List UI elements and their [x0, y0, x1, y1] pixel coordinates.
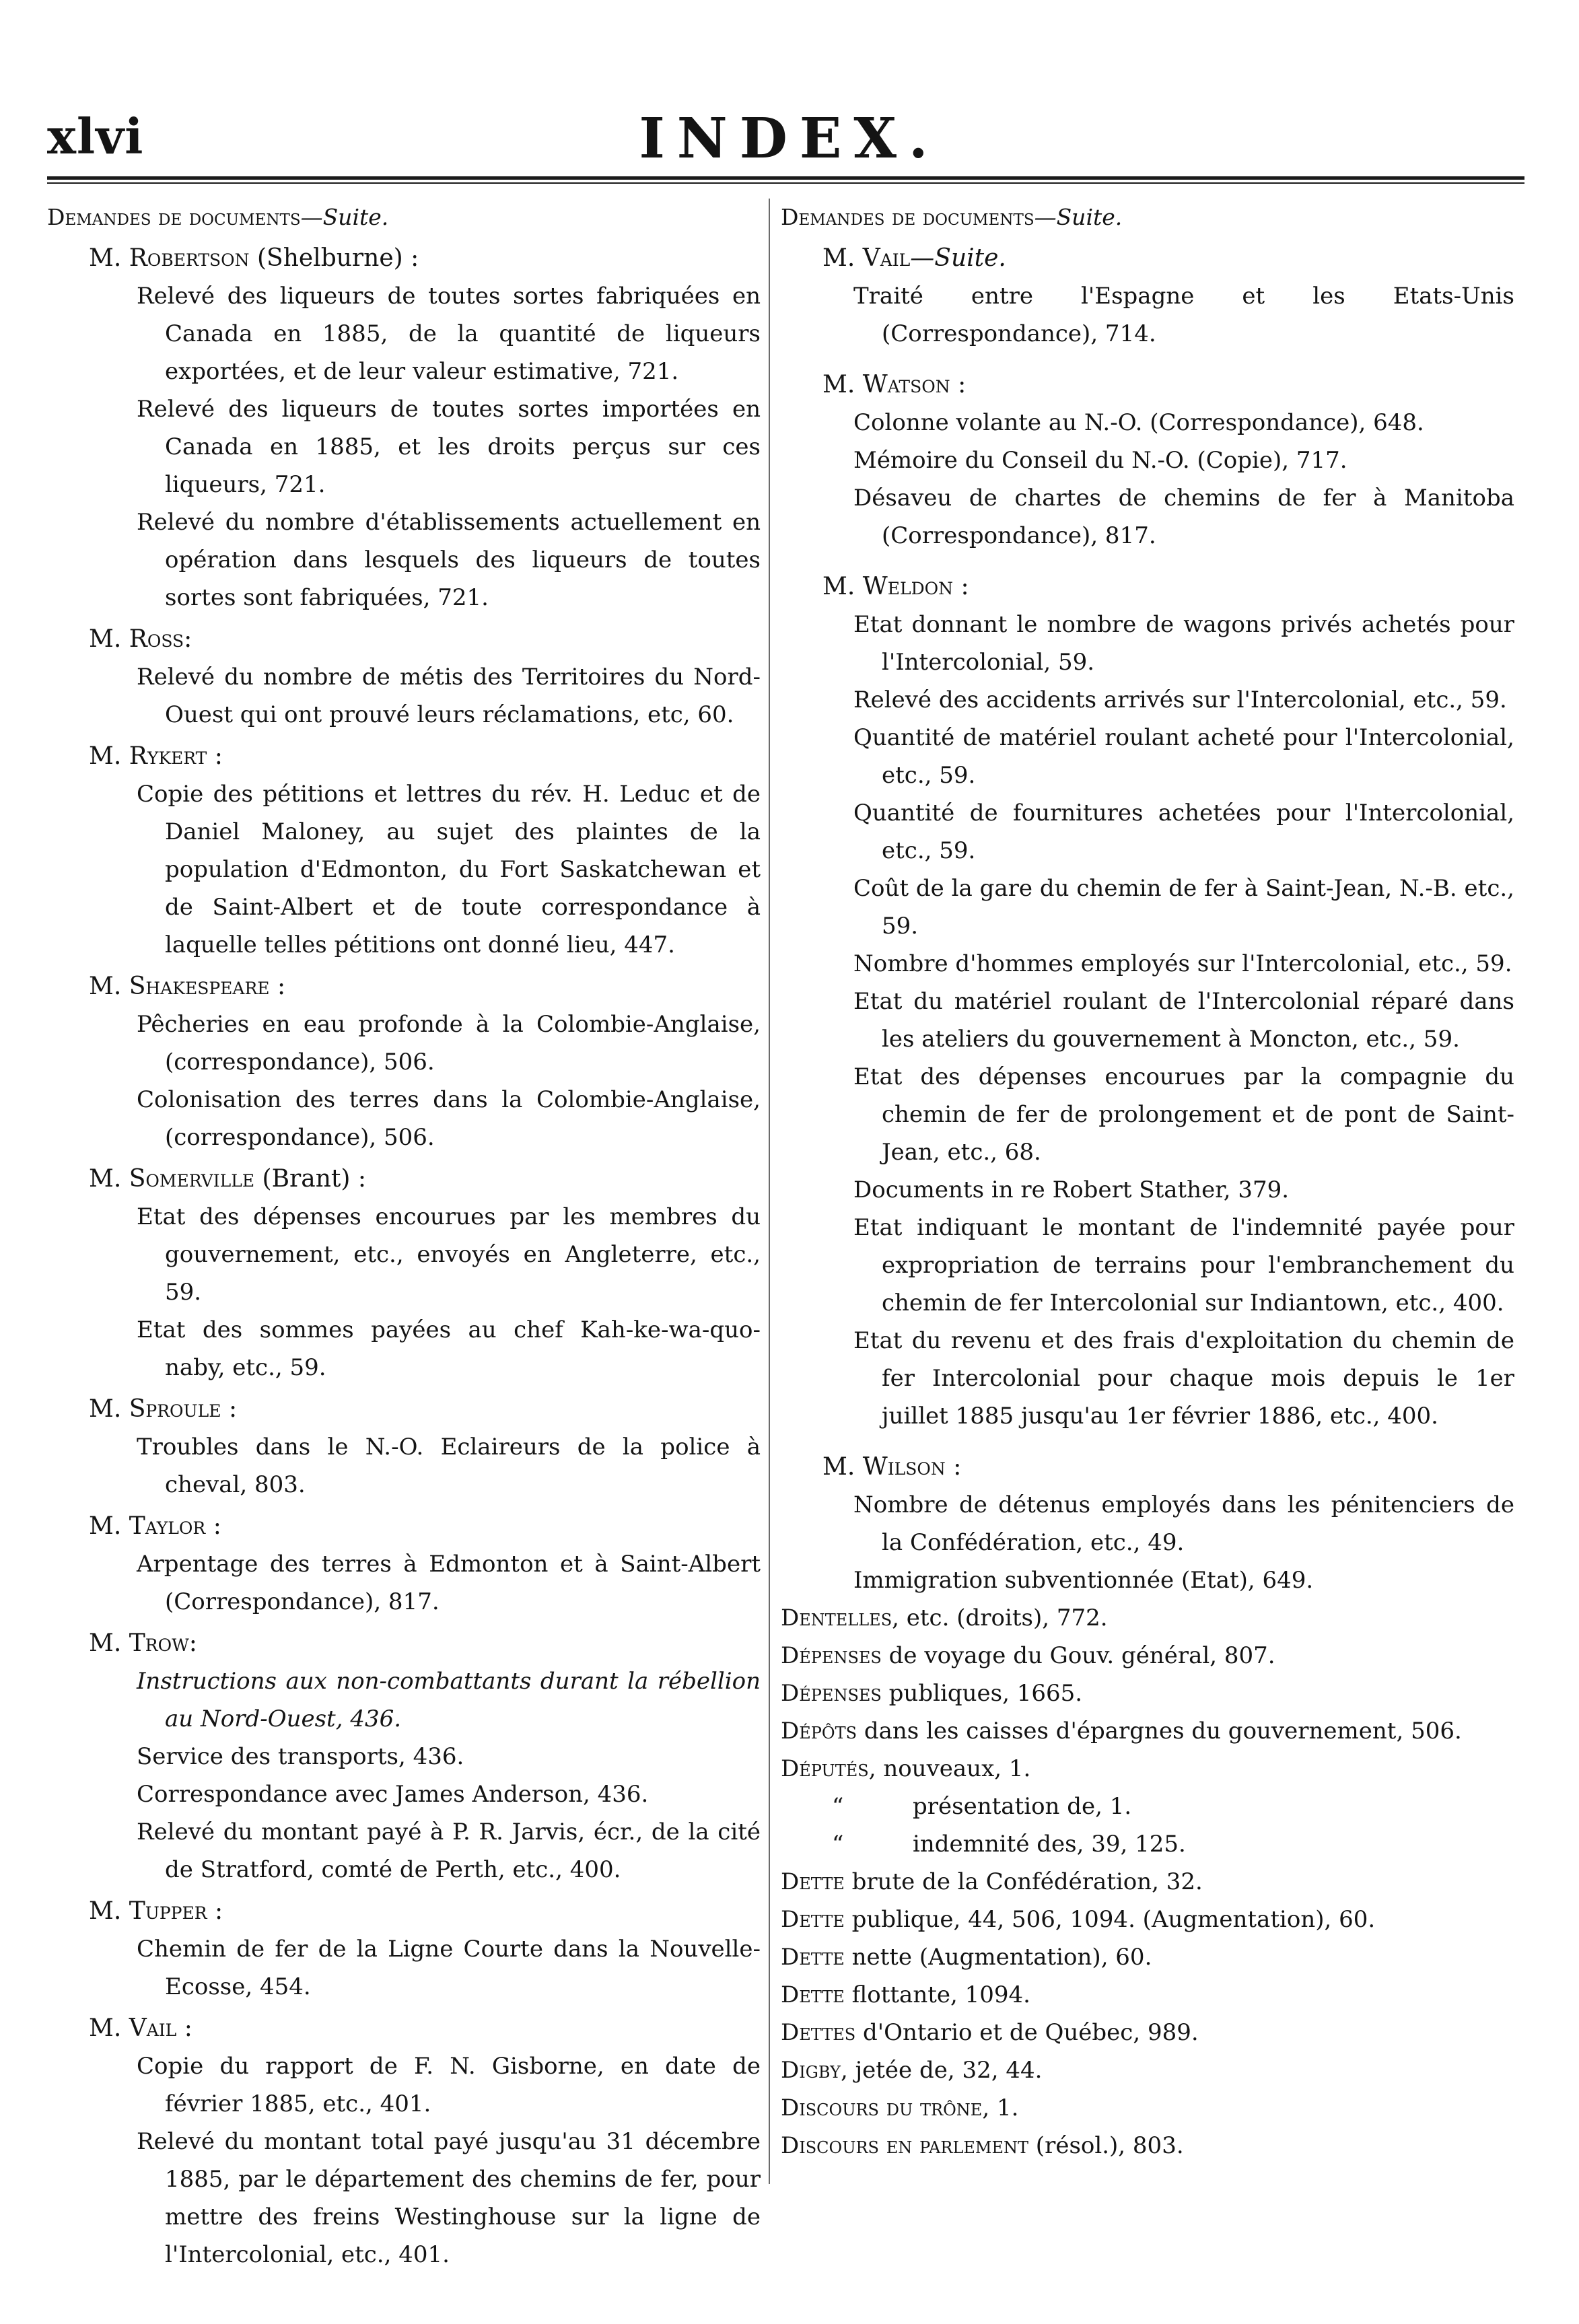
person-shakespeare: M. Shakespeare : — [89, 973, 286, 1000]
index-entry: Relevé du nombre d'établissements actuellement en opération dans lesquels des liqueurs de toutes sortes sont fabriquées, 721. — [137, 509, 761, 611]
index-entry-deputes-indemnite: “ indemnité des, 39, 125. — [832, 1831, 1186, 1858]
person-weldon: M. Weldon : — [822, 573, 969, 600]
index-entry: Copie des pétitions et lettres du rév. H. Leduc et de Daniel Maloney, au sujet des plaintes de la population d'Edmonton, du Fort Saskatchewan et de Saint-Albert et de toute correspondance à laquelle telles pétitions ont donné lieu, 447. — [137, 781, 761, 958]
index-entry: Relevé du montant payé à P. R. Jarvis, écr., de la cité de Stratford, comté de Perth, etc., 400. — [137, 1819, 761, 1883]
index-entry: Coût de la gare du chemin de fer à Saint-Jean, N.-B. etc., 59. — [853, 875, 1514, 940]
index-entry: Etat donnant le nombre de wagons privés achetés pour l'Intercolonial, 59. — [853, 611, 1514, 676]
index-entry: Pêcheries en eau profonde à la Colombie-Anglaise, (correspondance), 506. — [137, 1011, 761, 1076]
person-wilson: M. Wilson : — [822, 1453, 962, 1481]
index-entry: Mémoire du Conseil du N.-O. (Copie), 717. — [853, 447, 1347, 474]
index-entry-depenses-voyage: Dépenses de voyage du Gouv. général, 807. — [781, 1642, 1275, 1669]
right-column — [781, 199, 1514, 2164]
section-heading: Demandes de documents—Suite. — [47, 204, 389, 230]
person-vail-suite: M. Vail—Suite. — [822, 244, 1006, 272]
person-sproule: M. Sproule : — [89, 1395, 238, 1423]
index-entry: Quantité de matériel roulant acheté pour l'Intercolonial, etc., 59. — [853, 724, 1514, 789]
person-watson: M. Watson : — [822, 371, 967, 398]
index-entry: Nombre d'hommes employés sur l'Intercolonial, etc., 59. — [853, 950, 1512, 977]
index-entry: Etat du matériel roulant de l'Intercolonial réparé dans les ateliers du gouvernement à Moncton, etc., 59. — [853, 988, 1514, 1053]
index-entry: Correspondance avec James Anderson, 436. — [137, 1781, 649, 1808]
section-heading: Demandes de documents—Suite. — [781, 204, 1123, 230]
index-entry-discours-parlement: Discours en parlement (résol.), 803. — [781, 2132, 1184, 2159]
index-entry-dentelles: Dentelles, etc. (droits), 772. — [781, 1605, 1108, 1631]
index-entry: Relevé du nombre de métis des Territoires du Nord-Ouest qui ont prouvé leurs réclamations, etc, 60. — [137, 664, 761, 728]
page-number: xlvi — [47, 108, 144, 165]
person-rykert: M. Rykert : — [89, 742, 223, 770]
index-entry: Chemin de fer de la Ligne Courte dans la Nouvelle-Ecosse, 454. — [137, 1936, 761, 2000]
index-entry-deputes: Députés, nouveaux, 1. — [781, 1755, 1031, 1782]
person-ross: M. Ross: — [89, 625, 192, 653]
person-somerville: M. Somerville (Brant) : — [89, 1165, 366, 1193]
index-entry: Copie du rapport de F. N. Gisborne, en date de février 1885, etc., 401. — [137, 2053, 761, 2117]
index-entry: Arpentage des terres à Edmonton et à Saint-Albert (Correspondance), 817. — [137, 1551, 761, 1615]
index-entry: Etat des dépenses encourues par les membres du gouvernement, etc., envoyés en Angleterre, etc., 59. — [137, 1203, 761, 1306]
person-vail: M. Vail : — [89, 2014, 192, 2042]
person-robertson: M. Robertson (Shelburne) : — [89, 244, 419, 272]
index-entry-depenses-publiques: Dépenses publiques, 1665. — [781, 1680, 1083, 1707]
index-entry-dettes: Dettes d'Ontario et de Québec, 989. — [781, 2019, 1199, 2046]
index-entry: Relevé du montant total payé jusqu'au 31 décembre 1885, par le département des chemins de fer, pour mettre des freins Westinghouse sur la ligne de l'Intercolonial, etc., 401. — [137, 2128, 761, 2268]
index-entry: Service des transports, 436. — [137, 1743, 464, 1770]
index-entry: Relevé des liqueurs de toutes sortes importées en Canada en 1885, et les droits perçus sur ces liqueurs, 721. — [137, 396, 761, 498]
index-entry: Relevé des accidents arrivés sur l'Intercolonial, etc., 59. — [853, 686, 1507, 713]
header-rule-thick — [47, 176, 1524, 180]
person-trow: M. Trow: — [89, 1629, 197, 1657]
left-column — [47, 199, 761, 2274]
index-entry: Documents in re Robert Stather, 379. — [853, 1176, 1290, 1203]
index-entry: Colonne volante au N.-O. (Correspondance), 648. — [853, 409, 1424, 436]
index-entry: Immigration subventionnée (Etat), 649. — [853, 1567, 1314, 1594]
header-rule-thin — [47, 182, 1524, 184]
index-entry: Désaveu de chartes de chemins de fer à Manitoba (Correspondance), 817. — [853, 485, 1514, 549]
index-entry-dette-nette: Dette nette (Augmentation), 60. — [781, 1944, 1152, 1971]
person-tupper: M. Tupper : — [89, 1897, 223, 1925]
person-taylor: M. Taylor : — [89, 1512, 221, 1540]
index-entry: Etat des sommes payées au chef Kah-ke-wa-quo-naby, etc., 59. — [137, 1316, 761, 1381]
index-entry-deputes-presentation: “ présentation de, 1. — [832, 1793, 1132, 1820]
index-entry-digby: Digby, jetée de, 32, 44. — [781, 2057, 1043, 2084]
index-entry-discours-trone: Discours du trône, 1. — [781, 2094, 1019, 2121]
index-entry: Traité entre l'Espagne et les Etats-Unis (Correspondance), 714. — [853, 283, 1514, 347]
index-entry-dette-publique: Dette publique, 44, 506, 1094. (Augmentation), 60. — [781, 1906, 1376, 1933]
index-entry-dette-brute: Dette brute de la Confédération, 32. — [781, 1868, 1203, 1895]
index-entry: Etat indiquant le montant de l'indemnité payée pour expropriation de terrains pour l'embranchement du chemin de fer Intercolonial sur Indiantown, etc., 400. — [853, 1214, 1514, 1316]
index-entry: Etat des dépenses encourues par la compagnie du chemin de fer de prolongement et de pont de Saint-Jean, etc., 68. — [853, 1063, 1514, 1166]
column-divider — [769, 199, 770, 2184]
index-entry: Troubles dans le N.-O. Eclaireurs de la police à cheval, 803. — [137, 1434, 761, 1498]
index-entry-dette-flottante: Dette flottante, 1094. — [781, 1981, 1030, 2008]
index-entry: Instructions aux non-combattants durant la rébellion au Nord-Ouest, 436. — [137, 1668, 761, 1732]
index-entry-depots: Dépôts dans les caisses d'épargnes du gouvernement, 506. — [781, 1718, 1462, 1745]
index-entry: Colonisation des terres dans la Colombie-Anglaise, (correspondance), 506. — [137, 1086, 761, 1151]
page-title: INDEX. — [639, 106, 940, 171]
index-entry: Quantité de fournitures achetées pour l'Intercolonial, etc., 59. — [853, 800, 1514, 864]
index-entry: Etat du revenu et des frais d'exploitation du chemin de fer Intercolonial pour chaque mois depuis le 1er juillet 1885 jusqu'au 1er février 1886, etc., 400. — [853, 1327, 1514, 1430]
index-entry: Nombre de détenus employés dans les pénitenciers de la Confédération, etc., 49. — [853, 1491, 1514, 1556]
index-entry: Relevé des liqueurs de toutes sortes fabriquées en Canada en 1885, de la quantité de liqueurs exportées, et de leur valeur estimative, 721. — [137, 283, 761, 385]
